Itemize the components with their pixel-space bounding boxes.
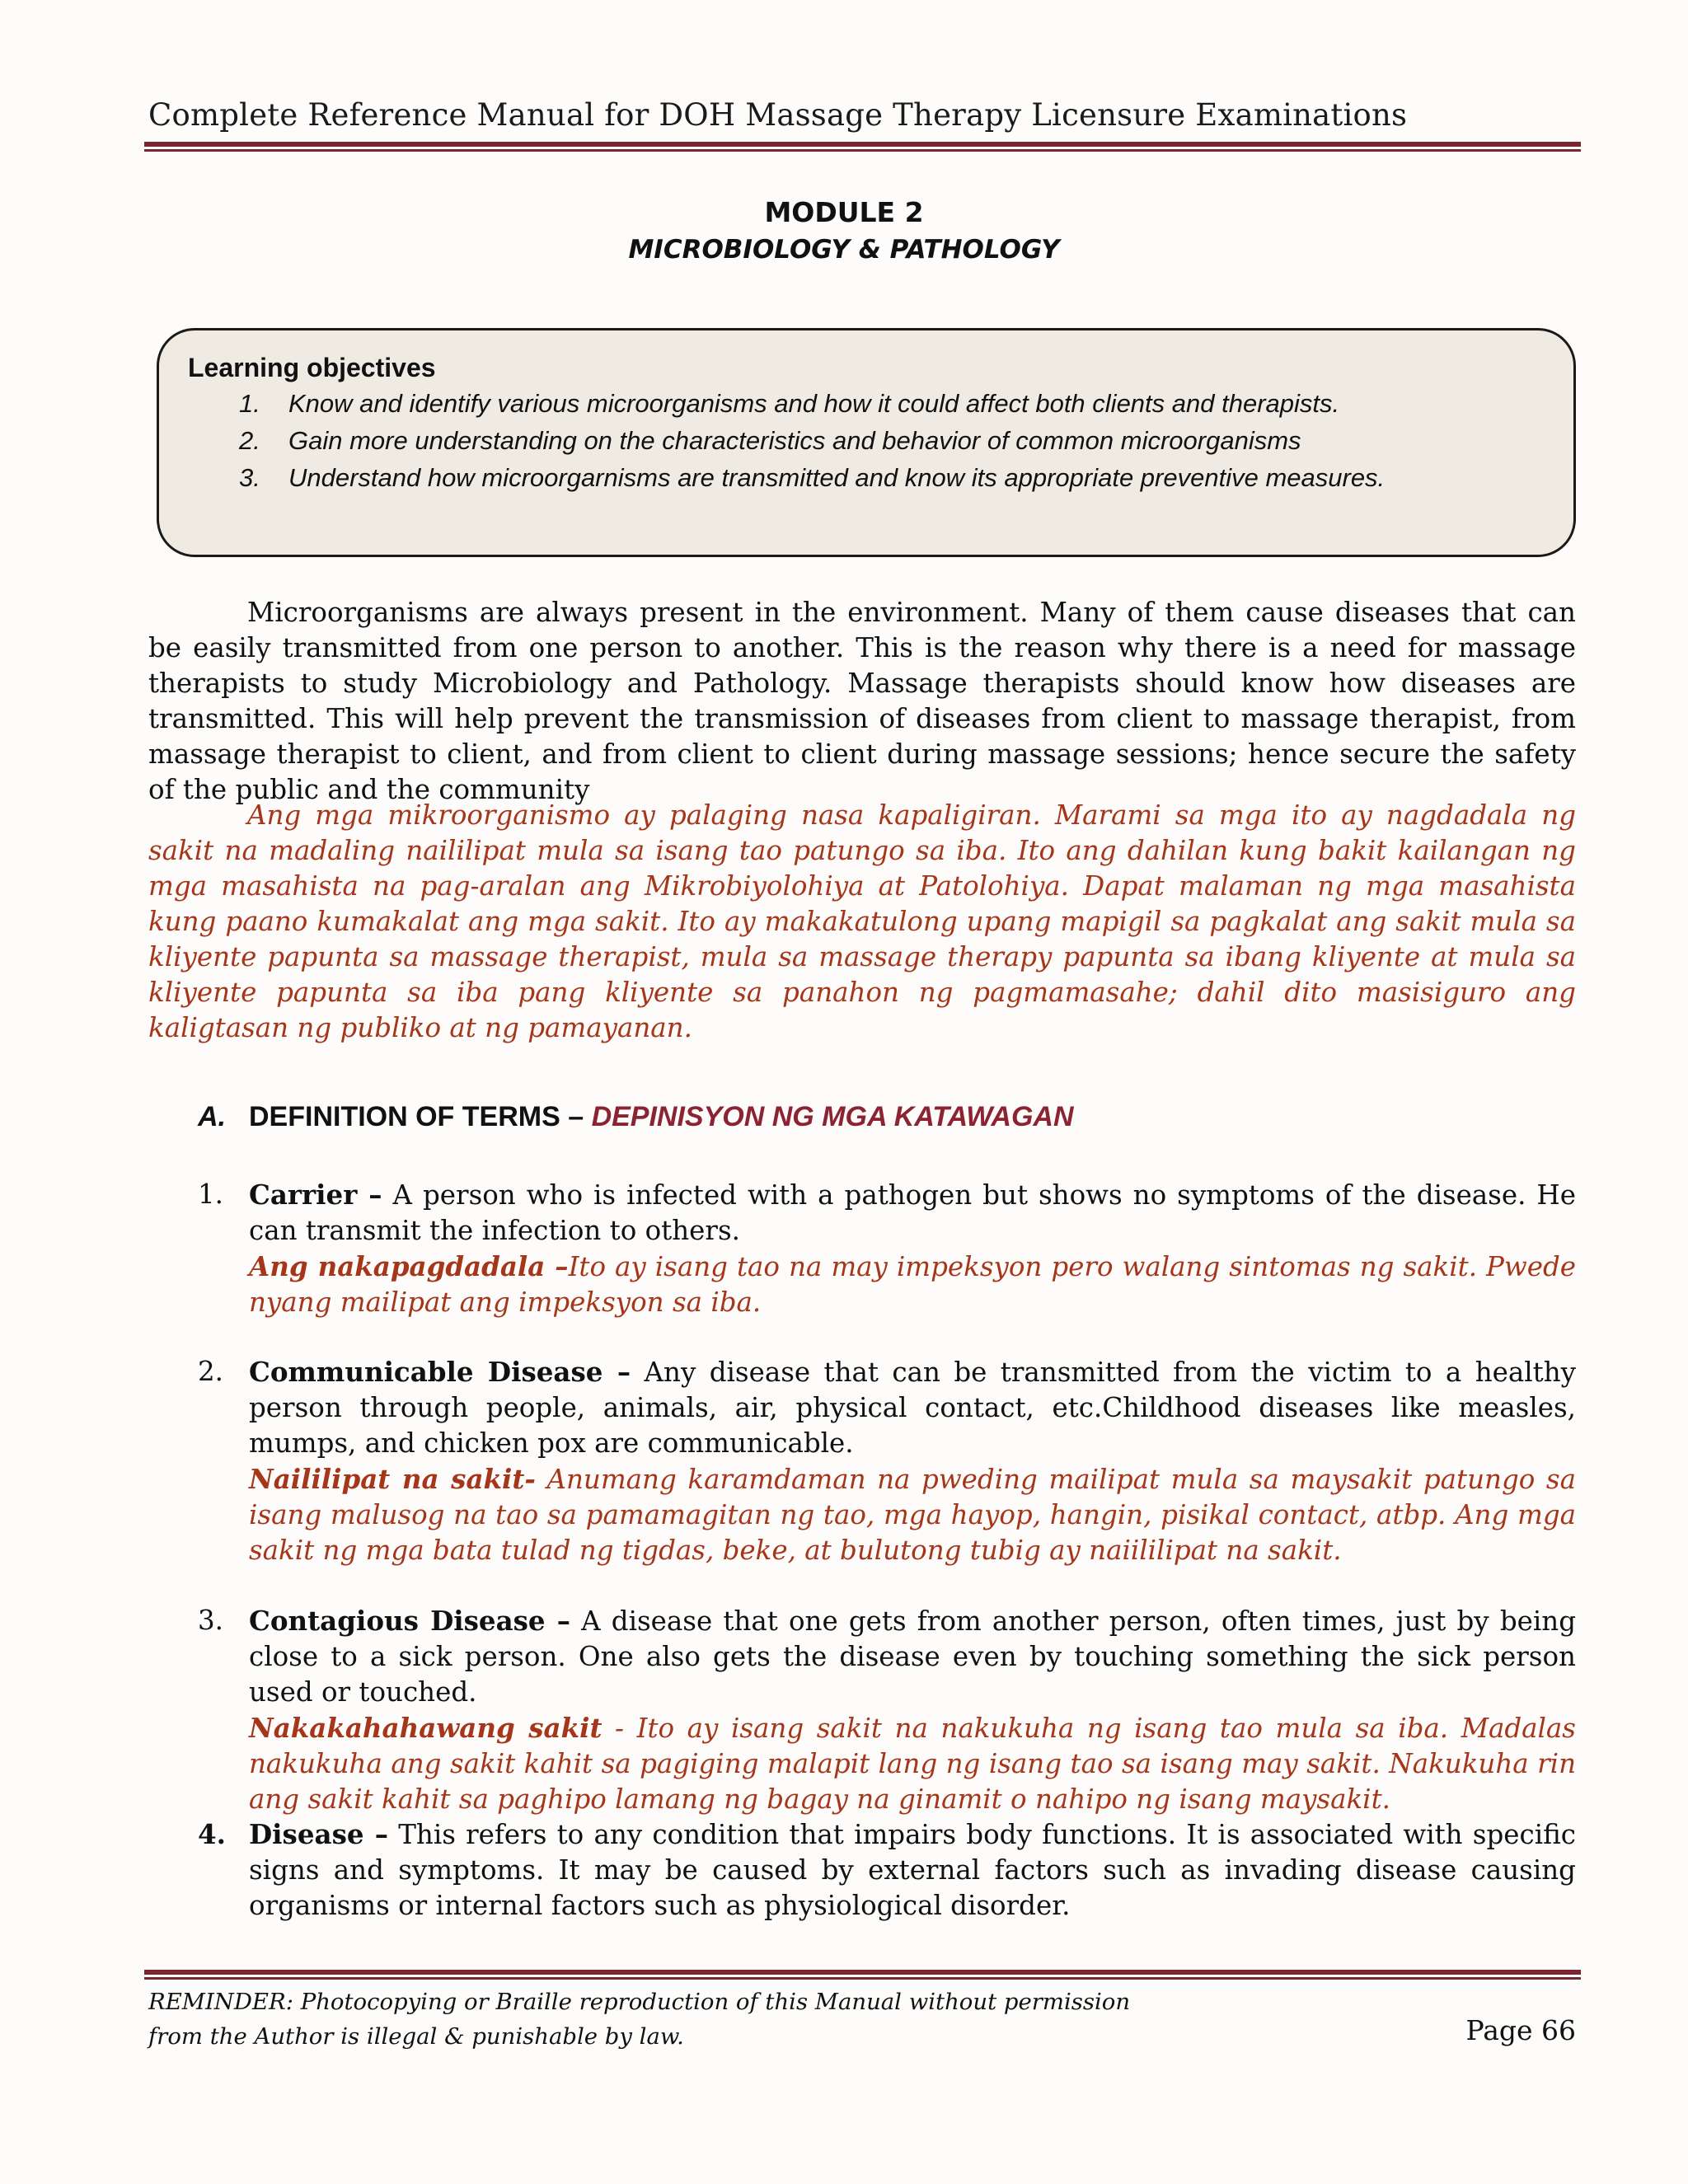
term-item-carrier xyxy=(198,1177,1576,1320)
term-name: Communicable Disease – xyxy=(249,1356,631,1388)
section-heading xyxy=(198,1101,1074,1133)
header-rule-thin xyxy=(144,149,1581,152)
term-number: 2. xyxy=(198,1356,224,1387)
objective-number: 3. xyxy=(239,463,260,492)
term-tagalog-definition: - Ito ay isang sakit na nakukuha ng isang tao mula sa iba. Madalas nakukuha ang sakit kahit sa pagiging malapit lang ng isang tao sa isang may sakit. Nakukuha rin ang sakit kahit sa paghipo lamang ng bagay na ginamit o nahipo ng isang maysakit. xyxy=(249,1713,1576,1815)
term-tagalog-name: Ang nakapagdadala – xyxy=(249,1250,569,1282)
objective-number: 1. xyxy=(239,389,260,418)
module-title: MODULE 2 xyxy=(764,196,924,228)
term-item-contagious-disease xyxy=(198,1603,1576,1817)
objective-item xyxy=(239,389,1385,426)
term-tagalog-name: Naililipat na sakit- xyxy=(249,1463,536,1495)
header-rule xyxy=(144,142,1581,147)
running-header: Complete Reference Manual for DOH Massage Therapy Licensure Examinations xyxy=(148,97,1408,133)
term-number: 1. xyxy=(198,1179,224,1210)
term-number: 4. xyxy=(198,1818,226,1850)
term-number: 3. xyxy=(198,1605,224,1636)
term-tagalog-definition: Anumang karamdaman na pweding mailipat mula sa maysakit patungo sa isang malusog na tao sa pamamagitan ng tao, mga hayop, hangin, pisikal contact, atbp. Ang mga sakit ng mga bata tulad ng tigdas, beke, at bulutong tubig ay naiililipat na sakit. xyxy=(249,1464,1576,1566)
objective-text: Gain more understanding on the characteristics and behavior of common microorganisms xyxy=(288,426,1301,455)
term-tagalog-definition: Ito ay isang tao na may impeksyon pero walang sintomas ng sakit. Pwede nyang mailipat ang impeksyon sa iba. xyxy=(249,1251,1576,1318)
reminder-line-1: REMINDER: Photocopying or Braille reproduction of this Manual without permission xyxy=(148,1989,1131,2015)
intro-english-text: Microorganisms are always present in the environment. Many of them cause diseases that can be easily transmitted from one person to another. This is the reason why there is a need for massage therapists to study Microbiology and Pathology. Massage therapists should know how diseases are transmitted. This will help prevent the transmission of diseases from client to massage therapist, from massage therapist to client, and from client to client during massage sessions; hence secure the safety of the public and the community xyxy=(148,597,1576,805)
learning-objectives-list xyxy=(239,389,1385,500)
objective-number: 2. xyxy=(239,426,260,455)
footer-rule-thin xyxy=(144,1977,1581,1980)
learning-objectives-heading: Learning objectives xyxy=(188,353,436,382)
term-name: Disease – xyxy=(249,1818,388,1850)
term-tagalog-name: Nakakahahawang sakit xyxy=(249,1712,603,1744)
page-number: Page 66 xyxy=(1465,2014,1576,2046)
term-definition: This refers to any condition that impairs body functions. It is associated with specific signs and symptoms. It may be caused by external factors such as invading disease causing organisms or internal factors such as physiological disorder. xyxy=(249,1819,1576,1921)
footer-rule xyxy=(144,1970,1581,1975)
term-definition: A person who is infected with a pathogen but shows no symptoms of the disease. He can transmit the infection to others. xyxy=(249,1179,1576,1246)
reminder-line-2: from the Author is illegal & punishable by law. xyxy=(148,2023,684,2050)
term-name: Contagious Disease – xyxy=(249,1605,570,1637)
intro-tagalog-text: Ang mga mikroorganismo ay palaging nasa kapaligiran. Marami sa mga ito ay nagdadala ng sakit na madaling naililipat mula sa isang tao patungo sa iba. Ito ang dahilan kung bakit kailangan ng mga masahista na pag-aralan ang Mikrobiyolohiya at Patolohiya. Dapat malaman ng mga masahista kung paano kumakalat ang mga sakit. Ito ay makakatulong upang mapigil sa pagkalat ang sakit mula sa kliyente papunta sa massage therapist, mula sa massage therapy papunta sa ibang kliyente at mula sa kliyente papunta sa iba pang kliyente sa panahon ng pagmamasahe; dahil dito masisiguro ang kaligtasan ng publiko at ng pamayanan. xyxy=(148,799,1576,1043)
term-item-communicable-disease xyxy=(198,1354,1576,1568)
term-definition: Any disease that can be transmitted from the victim to a healthy person through people, animals, air, physical contact, etc.Childhood diseases like measles, mumps, and chicken pox are communicable. xyxy=(249,1357,1576,1459)
copyright-reminder xyxy=(148,1985,1130,2054)
section-title: DEFINITION OF TERMS – xyxy=(249,1101,592,1132)
term-tagalog xyxy=(249,1249,1576,1320)
section-letter: A. xyxy=(198,1101,226,1132)
term-item-disease xyxy=(198,1816,1576,1924)
term-tagalog xyxy=(249,1461,1576,1568)
intro-paragraph-english xyxy=(148,595,1576,808)
term-tagalog xyxy=(249,1710,1576,1817)
term-name: Carrier – xyxy=(249,1179,382,1211)
objective-text: Understand how microorgarnisms are transmitted and know its appropriate preventive measures. xyxy=(288,463,1386,492)
objective-item xyxy=(239,426,1385,463)
module-subtitle: MICROBIOLOGY & PATHOLOGY xyxy=(628,235,1060,265)
objective-text: Know and identify various microorganisms and how it could affect both clients and therapists. xyxy=(288,389,1340,418)
term-definition: A disease that one gets from another person, often times, just by being close to a sick person. One also gets the disease even by touching something the sick person used or touched. xyxy=(249,1605,1576,1708)
intro-paragraph-tagalog xyxy=(148,798,1576,1046)
objective-item xyxy=(239,463,1385,500)
section-title-tagalog: DEPINISYON NG MGA KATAWAGAN xyxy=(591,1101,1074,1132)
